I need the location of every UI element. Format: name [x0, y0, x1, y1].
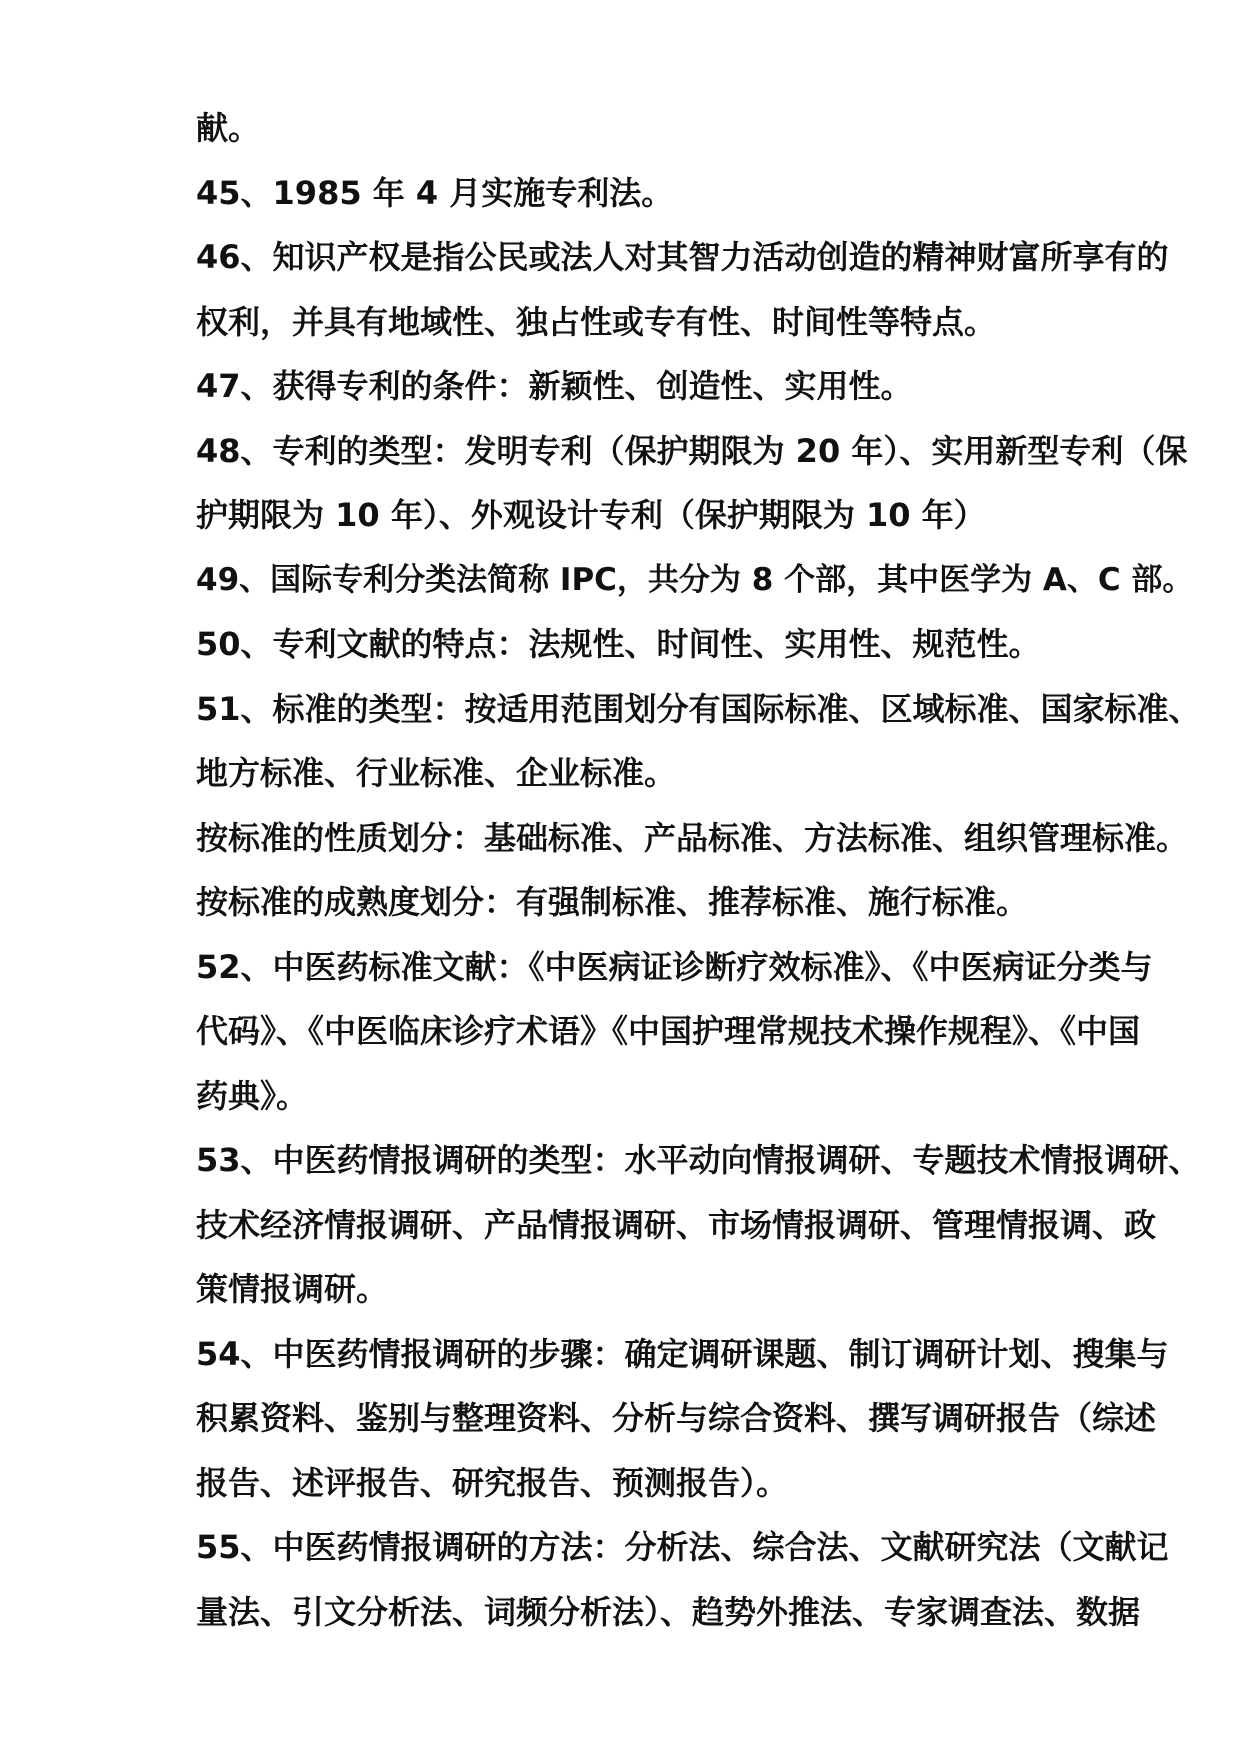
- text-line: 46、知识产权是指公民或法人对其智力活动创造的精神财富所享有的: [196, 238, 1169, 276]
- text-line: 积累资料、鉴别与整理资料、分析与综合资料、撰写调研报告（综述: [196, 1399, 1157, 1437]
- text-line: 护期限为 10 年）、外观设计专利（保护期限为 10 年）: [196, 496, 986, 534]
- text-line: 献。: [196, 109, 261, 147]
- text-line: 按标准的成熟度划分：有强制标准、推荐标准、施行标准。: [196, 883, 1029, 921]
- text-line: 55、中医药情报调研的方法：分析法、综合法、文献研究法（文献记: [196, 1528, 1169, 1566]
- text-line: 技术经济情报调研、产品情报调研、市场情报调研、管理情报调、政: [196, 1205, 1157, 1244]
- text-line: 地方标准、行业标准、企业标准。: [196, 754, 677, 792]
- text-line: 49、国际专利分类法简称 IPC，共分为 8 个部，其中医学为 A、C 部。: [196, 561, 1194, 598]
- document-body: [196, 96, 1206, 1644]
- text-line: 54、中医药情报调研的步骤：确定调研课题、制订调研计划、搜集与: [196, 1334, 1169, 1373]
- text-line: 报告、述评报告、研究报告、预测报告）。: [196, 1463, 789, 1502]
- text-line: 48、专利的类型：发明专利（保护期限为 20 年）、实用新型专利（保: [196, 431, 1188, 470]
- text-line: 53、中医药情报调研的类型：水平动向情报调研、专题技术情报调研、: [196, 1141, 1201, 1179]
- text-line: 45、1985 年 4 月实施专利法。: [196, 173, 674, 212]
- text-line: 药典》。: [196, 1076, 309, 1115]
- text-line: 代码》、《中医临床诊疗术语》《中国护理常规技术操作规程》、《中国: [196, 1012, 1141, 1050]
- text-line: 权利，并具有地域性、独占性或专有性、时间性等特点。: [196, 302, 997, 341]
- text-line: 51、标准的类型：按适用范围划分有国际标准、区域标准、国家标准、: [196, 689, 1201, 728]
- text-line: 策情报调研。: [196, 1270, 389, 1308]
- text-line: 52、中医药标准文献：《中医病证诊断疗效标准》、《中医病证分类与: [196, 947, 1153, 986]
- text-line: 量法、引文分析法、词频分析法）、趋势外推法、专家调查法、数据: [196, 1592, 1141, 1631]
- text-line: 47、获得专利的条件：新颖性、创造性、实用性。: [196, 367, 913, 405]
- text-line: 按标准的性质划分：基础标准、产品标准、方法标准、组织管理标准。: [196, 818, 1189, 857]
- text-line: 50、专利文献的特点：法规性、时间性、实用性、规范性。: [196, 625, 1041, 663]
